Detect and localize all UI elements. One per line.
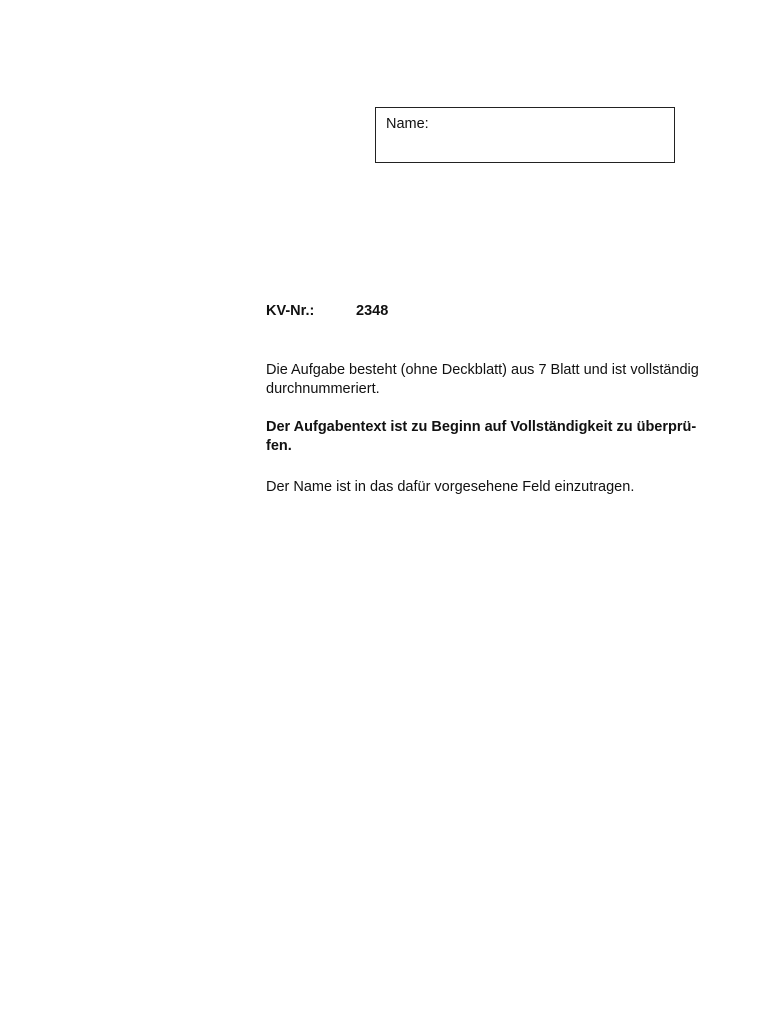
page-count-line-1: Die Aufgabe besteht (ohne Deckblatt) aus 7 Blatt und ist vollständig	[266, 362, 699, 378]
name-label: Name:	[386, 116, 429, 132]
page-count-paragraph	[266, 361, 740, 399]
completeness-line-2: fen.	[266, 438, 292, 454]
name-field-box[interactable]	[375, 107, 675, 163]
kv-number-label: KV-Nr.:	[266, 303, 315, 319]
name-instruction-paragraph: Der Name ist in das dafür vorgesehene Feld einzutragen.	[266, 479, 635, 495]
kv-number-row	[266, 303, 388, 319]
completeness-check-paragraph	[266, 418, 740, 456]
page-count-line-2: durchnummeriert.	[266, 381, 380, 397]
completeness-line-1: Der Aufgabentext ist zu Beginn auf Vollständigkeit zu überprü-	[266, 419, 697, 435]
kv-number-value: 2348	[356, 303, 389, 319]
